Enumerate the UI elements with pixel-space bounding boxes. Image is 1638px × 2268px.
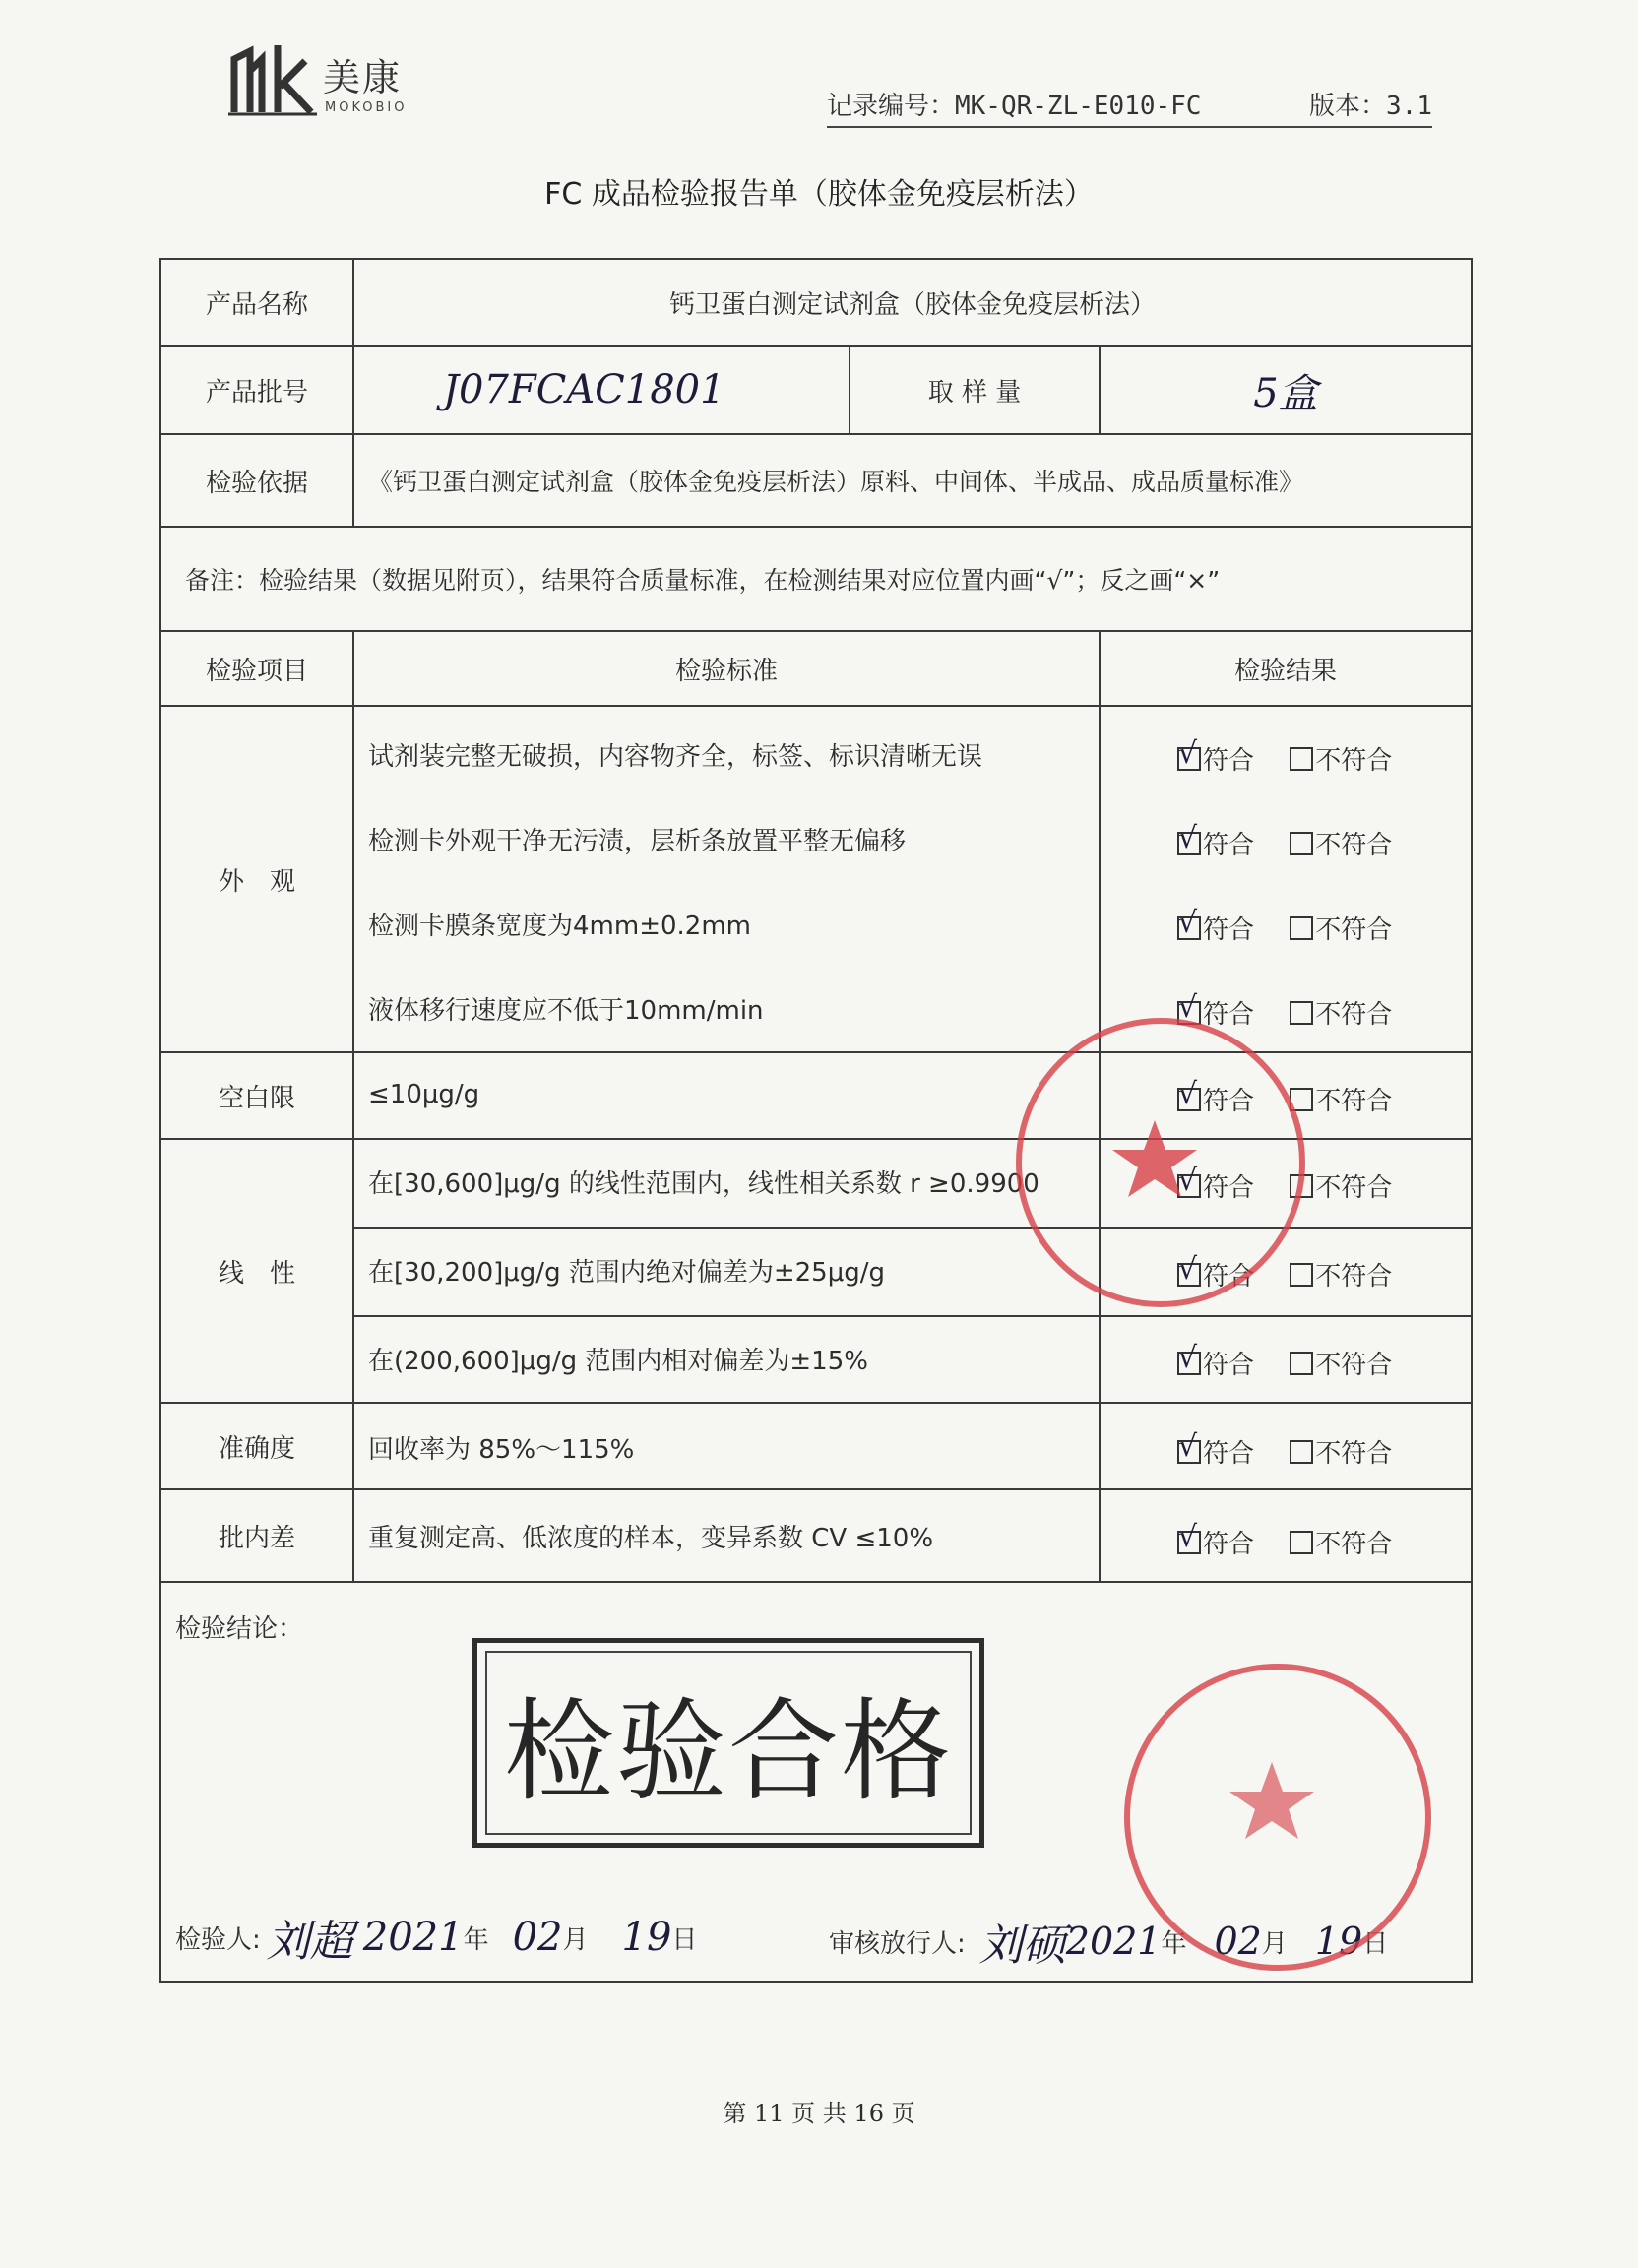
- pass-label: 符合: [1203, 746, 1255, 776]
- result-row: [1177, 1341, 1393, 1381]
- record-info: [827, 83, 1432, 128]
- group-linearity: 线 性: [218, 1258, 295, 1289]
- record-number: 记录编号：MK-QR-ZL-E010-FC: [827, 92, 1202, 121]
- table-line: [352, 1227, 1473, 1228]
- standard-text: 在(200,600]μg/g 范围内相对偏差为±15%: [368, 1346, 868, 1376]
- reviewer-label: 审核放行人:: [829, 1928, 966, 1959]
- fail-checkbox[interactable]: [1290, 1440, 1313, 1464]
- table-line: [159, 1488, 1473, 1490]
- fail-checkbox[interactable]: [1290, 1531, 1313, 1554]
- check-mark-icon: √: [1178, 1077, 1198, 1111]
- inspect-day: 19: [621, 1915, 672, 1960]
- pass-label: 符合: [1203, 1439, 1255, 1469]
- month-unit: 月: [1261, 1928, 1288, 1959]
- basis-value: 《钙卫蛋白测定试剂盒（胶体金免疫层析法）原料、中间体、半成品、成品质量标准》: [368, 468, 1304, 496]
- product-name-label: 产品名称: [205, 289, 308, 320]
- fail-label: 不符合: [1315, 1439, 1393, 1469]
- pass-checkbox[interactable]: [1177, 821, 1201, 855]
- year-unit: 年: [463, 1924, 489, 1955]
- header-result: 检验结果: [1233, 656, 1337, 686]
- pass-label: 符合: [1203, 831, 1255, 860]
- fail-label: 不符合: [1315, 1087, 1393, 1116]
- year-unit: 年: [1161, 1928, 1187, 1959]
- check-mark-icon: √: [1178, 1429, 1198, 1464]
- fail-label: 不符合: [1315, 1262, 1393, 1292]
- fail-label: 不符合: [1315, 831, 1393, 860]
- standard-text: 在[30,200]μg/g 范围内绝对偏差为±25μg/g: [368, 1257, 886, 1288]
- fail-checkbox[interactable]: [1290, 916, 1313, 940]
- reviewer-name: 刘硕: [978, 1921, 1066, 1971]
- review-day: 19: [1314, 1920, 1363, 1963]
- month-unit: 月: [562, 1924, 589, 1955]
- pass-checkbox[interactable]: [1177, 736, 1201, 771]
- pass-label: 符合: [1203, 1087, 1255, 1116]
- fail-label: 不符合: [1315, 1173, 1393, 1203]
- table-line: [352, 630, 354, 1581]
- table-line: [352, 1315, 1473, 1317]
- remark-text: 备注：检验结果（数据见附页），结果符合质量标准，在检测结果对应位置内画“√”；反之画“×”: [185, 566, 1221, 595]
- conclusion-label: 检验结论：: [175, 1613, 304, 1644]
- quality-seal-upper: [1016, 1018, 1305, 1307]
- fail-checkbox[interactable]: [1290, 747, 1313, 771]
- result-row: [1177, 821, 1393, 861]
- logo-chinese-name: 美康: [323, 56, 403, 99]
- group-appearance: 外 观: [218, 866, 295, 897]
- inspector-label: 检验人:: [175, 1924, 261, 1955]
- day-unit: 日: [671, 1924, 698, 1955]
- table-border-bottom: [159, 1981, 1473, 1983]
- group-precision: 批内差: [218, 1523, 295, 1553]
- sample-value: 5盒: [1253, 370, 1318, 416]
- table-line: [159, 1402, 1473, 1404]
- inspector-signature: [175, 1910, 697, 1965]
- fail-label: 不符合: [1315, 1351, 1393, 1380]
- result-row: [1177, 1429, 1393, 1470]
- pass-label: 符合: [1203, 915, 1255, 945]
- check-mark-icon: √: [1178, 906, 1198, 940]
- stamp-text: 检验合格: [504, 1688, 953, 1816]
- fail-checkbox[interactable]: [1290, 1352, 1313, 1375]
- fail-label: 不符合: [1315, 1000, 1393, 1030]
- pass-label: 符合: [1203, 1351, 1255, 1380]
- group-accuracy: 准确度: [218, 1433, 295, 1464]
- inspection-pass-stamp: [472, 1638, 984, 1848]
- sample-label: 取 样 量: [927, 377, 1022, 408]
- stamp-inner-border: [485, 1651, 972, 1835]
- pass-label: 符合: [1203, 1530, 1255, 1559]
- seal-star-icon: [1016, 1018, 1293, 1295]
- check-mark-icon: √: [1178, 1252, 1198, 1287]
- company-logo: [228, 41, 455, 120]
- standard-text: 在[30,600]μg/g 的线性范围内，线性相关系数 r ≥0.9900: [368, 1168, 1040, 1199]
- standard-text: ≤10μg/g: [368, 1080, 480, 1109]
- header-item: 检验项目: [205, 656, 308, 686]
- fail-label: 不符合: [1315, 746, 1393, 776]
- header-standard: 检验标准: [674, 656, 778, 686]
- product-name-value: 钙卫蛋白测定试剂盒（胶体金免疫层析法）: [668, 289, 1156, 320]
- fail-label: 不符合: [1315, 915, 1393, 945]
- result-row: [1177, 1520, 1393, 1560]
- pass-checkbox[interactable]: [1177, 1429, 1201, 1464]
- pass-label: 符合: [1203, 1000, 1255, 1030]
- batch-label: 产品批号: [205, 377, 308, 408]
- standard-text: 试剂装完整无破损，内容物齐全，标签、标识清晰无误: [368, 741, 983, 772]
- table-border-right: [1471, 258, 1473, 1983]
- page-number: 第 11 页 共 16 页: [723, 2099, 915, 2127]
- company-seal: [1124, 1664, 1431, 1971]
- pass-checkbox[interactable]: [1177, 1520, 1201, 1554]
- check-mark-icon: √: [1178, 1164, 1198, 1198]
- inspect-month: 02: [512, 1915, 563, 1960]
- batch-value: J07FCAC1801: [443, 367, 725, 412]
- document-title: FC 成品检验报告单（胶体金免疫层析法）: [544, 177, 1094, 212]
- check-mark-icon: √: [1178, 736, 1198, 771]
- result-row: [1177, 736, 1393, 777]
- check-mark-icon: √: [1178, 1520, 1198, 1554]
- standard-text: 液体移行速度应不低于10mm/min: [368, 995, 764, 1026]
- fail-checkbox[interactable]: [1290, 832, 1313, 855]
- check-mark-icon: √: [1178, 1341, 1198, 1375]
- pass-checkbox[interactable]: [1177, 906, 1201, 940]
- standard-text: 重复测定高、低浓度的样本，变异系数 CV ≤10%: [368, 1523, 934, 1553]
- mk-logo-icon: [228, 41, 317, 116]
- group-blank-limit: 空白限: [218, 1083, 295, 1113]
- day-unit: 日: [1362, 1928, 1389, 1959]
- check-mark-icon: √: [1178, 990, 1198, 1025]
- basis-label: 检验依据: [205, 468, 308, 498]
- check-mark-icon: √: [1178, 821, 1198, 855]
- standard-text: 回收率为 85%～115%: [368, 1434, 635, 1465]
- review-year: 2021: [1065, 1920, 1162, 1963]
- inspect-year: 2021: [362, 1915, 464, 1960]
- pass-checkbox[interactable]: [1177, 1341, 1201, 1375]
- standard-text: 检测卡膜条宽度为4mm±0.2mm: [368, 911, 751, 941]
- table-line: [159, 705, 1473, 707]
- pass-label: 符合: [1203, 1262, 1255, 1292]
- seal-star-icon: [1124, 1664, 1419, 1959]
- inspector-name: 刘超: [266, 1917, 353, 1967]
- logo-english-name: MOKOBIO: [325, 100, 408, 115]
- version-number: 版本：3.1: [1309, 92, 1432, 121]
- table-line: [159, 1581, 1473, 1583]
- pass-label: 符合: [1203, 1173, 1255, 1203]
- fail-label: 不符合: [1315, 1530, 1393, 1559]
- result-row: [1177, 906, 1393, 946]
- standard-text: 检测卡外观干净无污渍，层析条放置平整无偏移: [368, 826, 907, 856]
- review-month: 02: [1214, 1920, 1262, 1963]
